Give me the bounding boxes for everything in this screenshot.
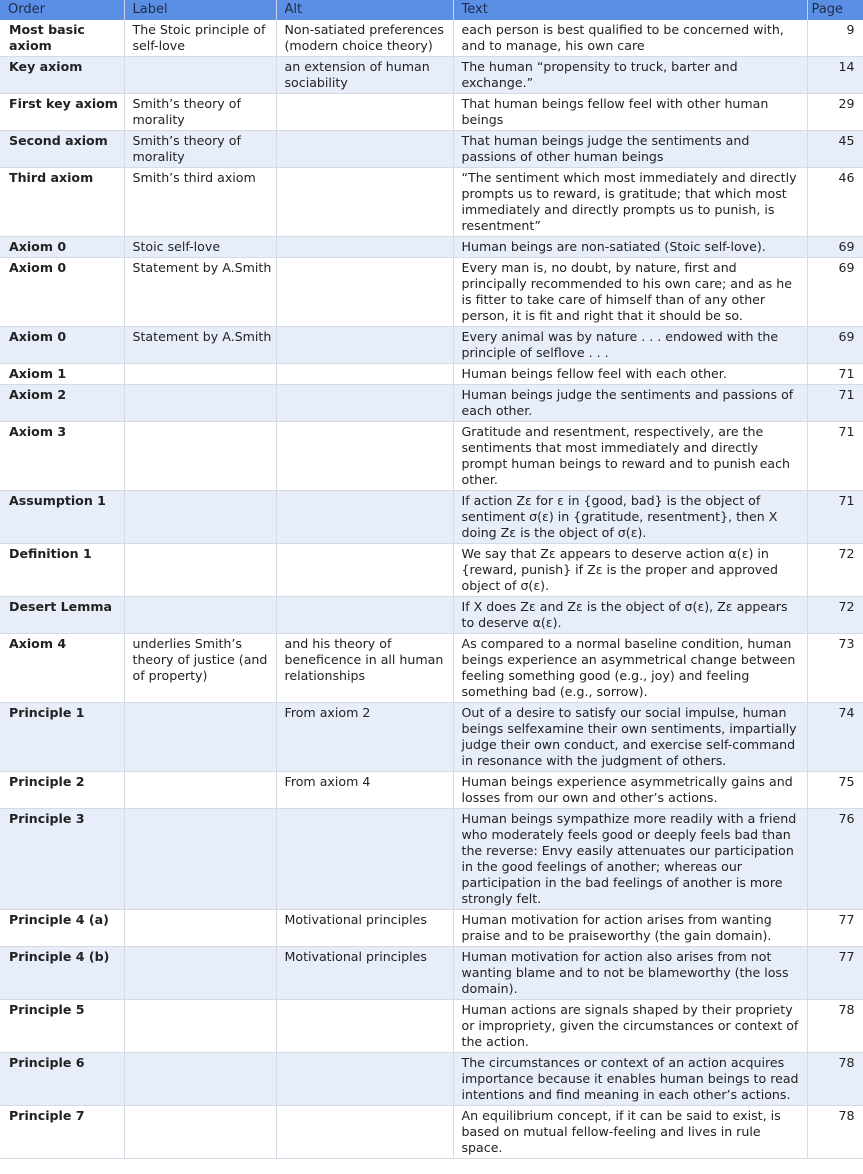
cell-alt[interactable] — [276, 544, 453, 597]
cell-text[interactable]: We say that Zε appears to deserve action α(ε) in {reward, punish} if Zε is the proper and approved object of σ(ε). — [453, 544, 807, 597]
cell-page[interactable]: 77 — [807, 947, 863, 1000]
table-row[interactable] — [0, 544, 863, 597]
cell-alt[interactable] — [276, 1000, 453, 1053]
cell-alt[interactable] — [276, 597, 453, 634]
cell-text[interactable]: If action Zε for ε in {good, bad} is the object of sentiment σ(ε) in {gratitude, resentment}, then X doing Zε is the object of σ(ε). — [453, 491, 807, 544]
cell-page[interactable]: 45 — [807, 131, 863, 168]
table-row[interactable] — [0, 634, 863, 703]
cell-page[interactable]: 72 — [807, 544, 863, 597]
cell-label[interactable] — [124, 703, 276, 772]
table-row[interactable] — [0, 809, 863, 910]
cell-label[interactable] — [124, 544, 276, 597]
cell-label[interactable]: Smith’s third axiom — [124, 168, 276, 237]
cell-label[interactable] — [124, 422, 276, 491]
table-row[interactable] — [0, 1053, 863, 1106]
cell-page[interactable]: 71 — [807, 385, 863, 422]
cell-page[interactable]: 71 — [807, 491, 863, 544]
cell-page[interactable]: 73 — [807, 634, 863, 703]
cell-order[interactable]: Axiom 0 — [0, 237, 124, 258]
column-header-text[interactable]: Text — [453, 0, 807, 20]
cell-text[interactable]: If X does Zε and Zε is the object of σ(ε), Zε appears to deserve α(ε). — [453, 597, 807, 634]
table-row[interactable] — [0, 258, 863, 327]
cell-order[interactable]: Principle 7 — [0, 1106, 124, 1159]
cell-page[interactable]: 69 — [807, 327, 863, 364]
cell-order[interactable]: Axiom 1 — [0, 364, 124, 385]
cell-text[interactable]: “The sentiment which most immediately and directly prompts us to reward, is gratitude; that which most immediately and directly prompts us to punish, is resentment” — [453, 168, 807, 237]
cell-order[interactable]: Principle 1 — [0, 703, 124, 772]
cell-text[interactable]: Human beings judge the sentiments and passions of each other. — [453, 385, 807, 422]
cell-label[interactable] — [124, 809, 276, 910]
cell-page[interactable]: 78 — [807, 1000, 863, 1053]
cell-alt[interactable] — [276, 364, 453, 385]
table-row[interactable] — [0, 385, 863, 422]
table-row[interactable] — [0, 910, 863, 947]
cell-text[interactable]: Human motivation for action arises from wanting praise and to be praiseworthy (the gain domain). — [453, 910, 807, 947]
cell-label[interactable]: Statement by A.Smith — [124, 327, 276, 364]
cell-label[interactable]: underlies Smith’s theory of justice (and of property) — [124, 634, 276, 703]
table-row[interactable] — [0, 947, 863, 1000]
cell-alt[interactable] — [276, 809, 453, 910]
cell-label[interactable]: The Stoic principle of self-love — [124, 20, 276, 57]
cell-page[interactable]: 71 — [807, 422, 863, 491]
cell-order[interactable]: Definition 1 — [0, 544, 124, 597]
cell-label[interactable] — [124, 910, 276, 947]
cell-page[interactable]: 69 — [807, 237, 863, 258]
cell-text[interactable]: Human beings fellow feel with each other. — [453, 364, 807, 385]
cell-page[interactable]: 78 — [807, 1106, 863, 1159]
cell-page[interactable]: 74 — [807, 703, 863, 772]
cell-text[interactable]: That human beings judge the sentiments and passions of other human beings — [453, 131, 807, 168]
cell-text[interactable]: Human beings experience asymmetrically gains and losses from our own and other’s actions. — [453, 772, 807, 809]
cell-order[interactable]: Principle 6 — [0, 1053, 124, 1106]
cell-page[interactable]: 46 — [807, 168, 863, 237]
cell-label[interactable] — [124, 1000, 276, 1053]
cell-label[interactable] — [124, 385, 276, 422]
table-row[interactable] — [0, 131, 863, 168]
cell-page[interactable]: 76 — [807, 809, 863, 910]
cell-text[interactable]: Every man is, no doubt, by nature, first and principally recommended to his own care; and as he is fitter to take care of himself than of any other person, it is fit and right that it should be so. — [453, 258, 807, 327]
table-row[interactable] — [0, 491, 863, 544]
column-header-alt[interactable]: Alt — [276, 0, 453, 20]
cell-order[interactable]: Axiom 2 — [0, 385, 124, 422]
cell-alt[interactable]: From axiom 4 — [276, 772, 453, 809]
table-row[interactable] — [0, 168, 863, 237]
cell-label[interactable] — [124, 364, 276, 385]
cell-alt[interactable] — [276, 94, 453, 131]
cell-text[interactable]: Human beings sympathize more readily with a friend who moderately feels good or deeply feels bad than the reverse: Envy easily attenuates our participation in the good feelings of another; whereas our participation in the bad feelings of another is more strongly felt. — [453, 809, 807, 910]
table-row[interactable] — [0, 597, 863, 634]
cell-alt[interactable]: From axiom 2 — [276, 703, 453, 772]
cell-alt[interactable] — [276, 1053, 453, 1106]
cell-label[interactable] — [124, 491, 276, 544]
cell-order[interactable]: Desert Lemma — [0, 597, 124, 634]
table-row[interactable] — [0, 1106, 863, 1159]
cell-label[interactable] — [124, 597, 276, 634]
cell-label[interactable]: Statement by A.Smith — [124, 258, 276, 327]
cell-alt[interactable] — [276, 327, 453, 364]
cell-text[interactable]: Human beings are non-satiated (Stoic self-love). — [453, 237, 807, 258]
cell-order[interactable]: Axiom 3 — [0, 422, 124, 491]
cell-order[interactable]: Assumption 1 — [0, 491, 124, 544]
cell-order[interactable]: Principle 4 (b) — [0, 947, 124, 1000]
cell-text[interactable]: As compared to a normal baseline condition, human beings experience an asymmetrical change between feeling something good (e.g., joy) and feeling something bad (e.g., sorrow). — [453, 634, 807, 703]
cell-text[interactable]: each person is best qualified to be concerned with, and to manage, his own care — [453, 20, 807, 57]
column-header-label[interactable]: Label — [124, 0, 276, 20]
cell-text[interactable]: Out of a desire to satisfy our social impulse, human beings selfexamine their own sentiments, impartially judge their own conduct, and exercise self-command in resonance with the judgment of others. — [453, 703, 807, 772]
cell-text[interactable]: Human motivation for action also arises from not wanting blame and to not be blameworthy (the loss domain). — [453, 947, 807, 1000]
cell-text[interactable]: An equilibrium concept, if it can be said to exist, is based on mutual fellow-feeling and lives in rule space. — [453, 1106, 807, 1159]
cell-alt[interactable] — [276, 131, 453, 168]
cell-order[interactable]: First key axiom — [0, 94, 124, 131]
table-row[interactable] — [0, 57, 863, 94]
cell-order[interactable]: Principle 2 — [0, 772, 124, 809]
table-row[interactable] — [0, 20, 863, 57]
table-row[interactable] — [0, 327, 863, 364]
cell-alt[interactable] — [276, 422, 453, 491]
cell-alt[interactable] — [276, 385, 453, 422]
cell-alt[interactable] — [276, 237, 453, 258]
cell-alt[interactable] — [276, 491, 453, 544]
table-row[interactable] — [0, 1000, 863, 1053]
cell-page[interactable]: 14 — [807, 57, 863, 94]
cell-order[interactable]: Principle 5 — [0, 1000, 124, 1053]
cell-page[interactable]: 71 — [807, 364, 863, 385]
table-header-row — [0, 0, 863, 20]
cell-label[interactable] — [124, 947, 276, 1000]
cell-text[interactable]: The human “propensity to truck, barter and exchange.” — [453, 57, 807, 94]
cell-label[interactable]: Stoic self-love — [124, 237, 276, 258]
table-row[interactable] — [0, 364, 863, 385]
cell-label[interactable]: Smith’s theory of morality — [124, 94, 276, 131]
cell-order[interactable]: Third axiom — [0, 168, 124, 237]
cell-alt[interactable] — [276, 168, 453, 237]
cell-label[interactable] — [124, 772, 276, 809]
column-header-order[interactable]: Order — [0, 0, 124, 20]
cell-order[interactable]: Axiom 0 — [0, 258, 124, 327]
table-row[interactable] — [0, 422, 863, 491]
cell-page[interactable]: 69 — [807, 258, 863, 327]
cell-label[interactable] — [124, 57, 276, 94]
cell-label[interactable] — [124, 1053, 276, 1106]
cell-alt[interactable]: and his theory of beneficence in all human relationships — [276, 634, 453, 703]
cell-text[interactable]: Human actions are signals shaped by their propriety or impropriety, given the circumstances or context of the action. — [453, 1000, 807, 1053]
cell-page[interactable]: 77 — [807, 910, 863, 947]
cell-order[interactable]: Principle 3 — [0, 809, 124, 910]
table-row[interactable] — [0, 703, 863, 772]
cell-page[interactable]: 72 — [807, 597, 863, 634]
cell-text[interactable]: That human beings fellow feel with other human beings — [453, 94, 807, 131]
cell-alt[interactable]: Motivational principles — [276, 947, 453, 1000]
cell-alt[interactable]: Non-satiated preferences (modern choice theory) — [276, 20, 453, 57]
cell-order[interactable]: Most basic axiom — [0, 20, 124, 57]
cell-page[interactable]: 78 — [807, 1053, 863, 1106]
cell-label[interactable]: Smith’s theory of morality — [124, 131, 276, 168]
table-row[interactable] — [0, 772, 863, 809]
cell-alt[interactable]: Motivational principles — [276, 910, 453, 947]
cell-order[interactable]: Axiom 4 — [0, 634, 124, 703]
column-header-page[interactable]: Page — [807, 0, 863, 20]
table-row[interactable] — [0, 94, 863, 131]
cell-text[interactable]: Every animal was by nature . . . endowed with the principle of selflove . . . — [453, 327, 807, 364]
cell-order[interactable]: Axiom 0 — [0, 327, 124, 364]
cell-page[interactable]: 9 — [807, 20, 863, 57]
cell-order[interactable]: Key axiom — [0, 57, 124, 94]
cell-label[interactable] — [124, 1106, 276, 1159]
cell-page[interactable]: 29 — [807, 94, 863, 131]
cell-alt[interactable] — [276, 258, 453, 327]
table-row[interactable] — [0, 237, 863, 258]
cell-text[interactable]: Gratitude and resentment, respectively, are the sentiments that most immediately and directly prompt human beings to reward and to punish each other. — [453, 422, 807, 491]
cell-alt[interactable]: an extension of human sociability — [276, 57, 453, 94]
cell-order[interactable]: Second axiom — [0, 131, 124, 168]
cell-alt[interactable] — [276, 1106, 453, 1159]
cell-page[interactable]: 75 — [807, 772, 863, 809]
cell-order[interactable]: Principle 4 (a) — [0, 910, 124, 947]
cell-text[interactable]: The circumstances or context of an action acquires importance because it enables human beings to read intentions and find meaning in each other’s actions. — [453, 1053, 807, 1106]
